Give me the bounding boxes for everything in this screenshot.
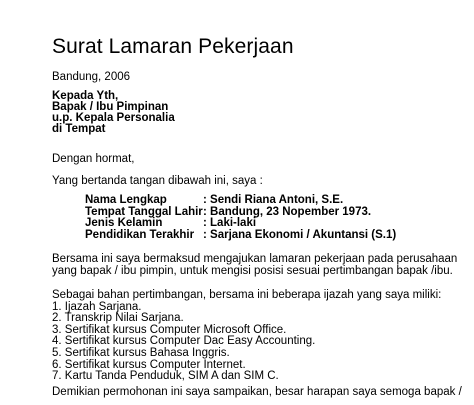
attachment-item: 3. Sertifikat kursus Computer Microsoft Office. [52,323,287,336]
greeting: Dengan hormat, [52,153,135,165]
detail-label: Jenis Kelamin [85,217,163,229]
paragraph-line: Bersama ini saya bermaksud mengajukan lamaran pekerjaan pada perusahaan [52,253,458,265]
attachment-item: 5. Sertifikat kursus Bahasa Inggris. [52,346,230,359]
recipient-line: u.p. Kepala Personalia [52,112,175,124]
date-line: Bandung, 2006 [52,71,131,83]
paragraph-line: Sebagai bahan pertimbangan, bersama ini beberapa ijazah yang saya miliki: [52,289,442,301]
application-paragraph [52,253,457,277]
attachment-item: 4. Sertifikat kursus Computer Dac Easy Accounting. [52,335,316,348]
attachment-item: 2. Transkrip Nilai Sarjana. [52,312,184,325]
recipient-line: di Tempat [52,123,106,135]
detail-label: Nama Lengkap [85,194,167,206]
detail-label: Tempat Tanggal Lahir [85,205,203,218]
recipient-line: Bapak / Ibu Pimpinan [52,101,169,113]
detail-value: : Bandung, 23 Nopember 1973. [203,205,372,218]
recipient-line: Kepada Yth, [52,90,119,102]
attachment-item: 1. Ijazah Sarjana. [52,300,142,313]
attachments-paragraph [52,290,441,383]
closing-line: Demikian permohonan ini saya sampaikan, besar harapan saya semoga bapak / [52,386,462,398]
detail-value: : Sarjana Ekonomi / Akuntansi (S.1) [203,228,397,241]
attachment-item: 6. Sertifikat kursus Computer Internet. [52,358,246,371]
detail-value: : Laki-laki [203,217,257,229]
recipient-block [52,91,175,135]
attachment-item: 7. Kartu Tanda Penduduk, SIM A dan SIM C. [52,370,279,383]
intro-line: Yang bertanda tangan dibawah ini, saya : [52,175,263,187]
detail-value: : Sendi Riana Antoni, S.E. [203,194,344,206]
detail-label: Pendidikan Terakhir [85,228,195,241]
document-title: Surat Lamaran Pekerjaan [52,35,294,58]
paragraph-line: yang bapak / ibu pimpin, untuk mengisi posisi sesuai pertimbangan bapak /ibu. [52,265,453,277]
